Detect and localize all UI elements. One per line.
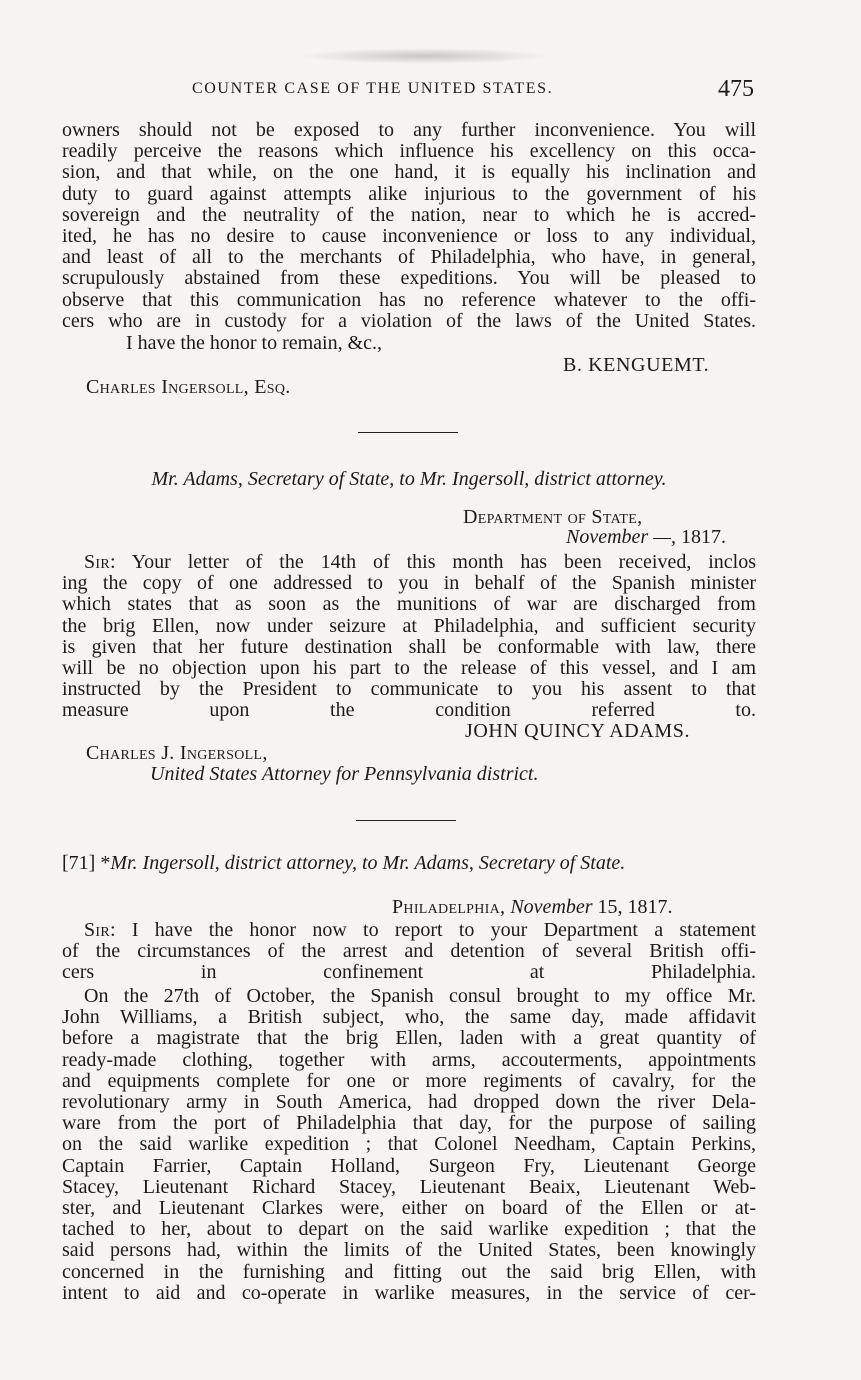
letter1-addressee: Charles Ingersoll, Esq.: [86, 376, 291, 398]
text-line: John Williams, a British subject, who, the same day, made affidavit: [62, 1006, 756, 1029]
text-line: Stacey, Lieutenant Richard Stacey, Lieutenant Beaix, Lieutenant Web-: [62, 1175, 756, 1198]
letter3-dateline: [392, 896, 673, 918]
letter2-addressee: Charles J. Ingersoll,: [86, 742, 268, 764]
text-line: revolutionary army in South America, had dropped down the river Dela-: [62, 1091, 756, 1114]
date-year: 1817.: [680, 526, 726, 548]
letter3-para2: [62, 986, 756, 1304]
ink-smudge: [300, 48, 550, 64]
text-line: sovereign and the neutrality of the nation, near to which he is accred-: [62, 203, 756, 226]
text-line: said persons had, within the limits of the United States, been knowingly: [62, 1239, 756, 1262]
text-line: ited, he has no desire to cause inconvenience or loss to any individual,: [62, 225, 756, 248]
text-line: and equipments complete for one or more regiments of cavalry, for the: [62, 1069, 756, 1092]
text-line: intent to aid and co-operate in warlike measures, in the service of cer-: [62, 1281, 756, 1304]
text-line: owners should not be exposed to any further inconvenience. You will: [62, 119, 756, 141]
date-month: November: [510, 896, 593, 918]
letter2-signature: JOHN QUINCY ADAMS.: [465, 720, 691, 742]
text-line: measure upon the condition referred to.: [62, 699, 756, 722]
letter2-addressee-title: United States Attorney for Pennsylvania district.: [150, 763, 539, 785]
letter2-date: [566, 526, 726, 548]
place: Philadelphia,: [392, 896, 506, 918]
text-line: cers in confinement at Philadelphia.: [62, 961, 756, 984]
text-line: ster, and Lieutenant Clarkes were, either on board of the Ellen or at-: [62, 1197, 756, 1220]
section-divider: [358, 432, 458, 433]
text-line: instructed by the President to communicate to you his assent to that: [62, 678, 756, 701]
page-marker: [71] *: [62, 852, 111, 874]
text-line: Captain Farrier, Captain Holland, Surgeon Fry, Lieutenant George: [62, 1154, 756, 1177]
date-rest: 15, 1817.: [597, 896, 673, 918]
salutation: Sir: [84, 919, 111, 941]
text-line: [62, 920, 756, 941]
text-line: the brig Ellen, now under seizure at Philadelphia, and sufficient security: [62, 614, 756, 637]
text-line: ing the copy of one addressed to you in behalf of the Spanish minister: [62, 572, 756, 595]
text-line: and least of all to the merchants of Philadelphia, who have, in general,: [62, 246, 756, 269]
section-divider: [356, 820, 456, 821]
letter2-heading: Mr. Adams, Secretary of State, to Mr. Ingersoll, district attorney.: [151, 468, 667, 490]
text-line: before a magistrate that the brig Ellen, laden with a great quantity of: [62, 1027, 756, 1050]
text-line: On the 27th of October, the Spanish consul brought to my office Mr.: [84, 985, 756, 1007]
text-line: cers who are in custody for a violation of the laws of the United States.: [62, 309, 756, 332]
text-line: is given that her future destination shall be conformable with law, there: [62, 635, 756, 658]
text-line: readily perceive the reasons which influence his excellency on this occa-: [62, 140, 756, 163]
text-line: ready-made clothing, together with arms, accouterments, appointments: [62, 1048, 756, 1071]
text-run: : Your letter of the 14th of this month has been received, inclos: [110, 551, 756, 573]
letter3-heading: [62, 852, 756, 875]
letter1-signature: B. KENGUEMT.: [563, 354, 710, 376]
text-line: duty to guard against attempts alike injurious to the government of his: [62, 182, 756, 205]
salutation: Sir: [84, 551, 111, 573]
text-line: [62, 552, 756, 573]
text-line: scrupulously abstained from these expeditions. You will be pleased to: [62, 267, 756, 290]
letter2-place: Department of State,: [463, 506, 643, 528]
heading-text: Mr. Ingersoll, district attorney, to Mr. Adams, Secretary of State.: [110, 852, 626, 874]
text-line: which states that as soon as the munitions of war are discharged from: [62, 593, 756, 616]
text-line: sion, and that while, on the one hand, it is equally his inclination and: [62, 161, 756, 184]
running-head: COUNTER CASE OF THE UNITED STATES.: [192, 80, 554, 97]
text-line: will be no objection upon his part to the release of this vessel, and I am: [62, 657, 756, 680]
text-line: tached to her, about to depart on the said warlike expedition ; that the: [62, 1218, 756, 1241]
text-line: of the circumstances of the arrest and detention of several British offi-: [62, 940, 756, 963]
letter3-para1: [62, 920, 756, 984]
page-header: [62, 76, 756, 104]
text-line: concerned in the furnishing and fitting out the said brig Ellen, with: [62, 1260, 756, 1283]
text-line: on the said warlike expedition ; that Colonel Needham, Captain Perkins,: [62, 1133, 756, 1156]
text-line: ware from the port of Philadelphia that day, for the purpose of sailing: [62, 1112, 756, 1135]
date-month: November —,: [566, 526, 676, 548]
text-line: observe that this communication has no reference whatever to the offi-: [62, 288, 756, 311]
letter2-body: [62, 552, 756, 722]
letter1-body: [62, 120, 756, 332]
page-number: 475: [718, 76, 754, 102]
letter1-closing: I have the honor to remain, &c.,: [126, 332, 383, 354]
text-run: : I have the honor now to report to your Department a statement: [110, 919, 756, 941]
